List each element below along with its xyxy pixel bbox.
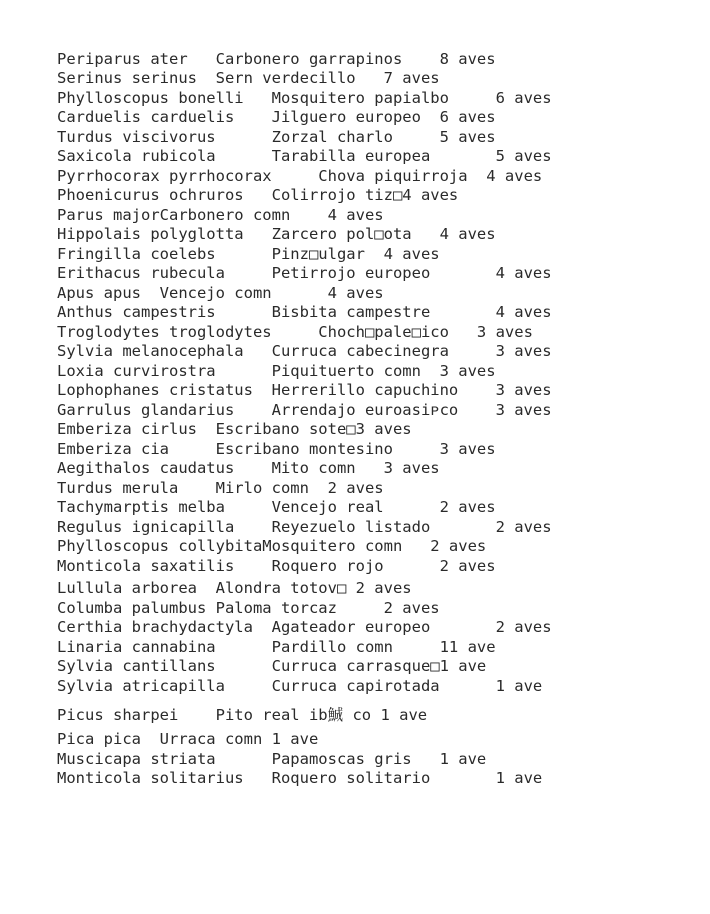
bird-entry: Hippolais polyglotta Zarcero pol□ota 4 aves xyxy=(57,225,496,243)
bird-entry: Erithacus rubecula Petirrojo europeo 4 aves xyxy=(57,264,552,282)
bird-entry: Certhia brachydactyla Agateador europeo 2 aves xyxy=(57,618,552,636)
bird-entry: Periparus ater Carbonero garrapinos 8 aves xyxy=(57,50,496,68)
bird-entry: Parus majorCarbonero comn 4 aves xyxy=(57,206,384,224)
bird-entry: Lophophanes cristatus Herrerillo capuchino 3 aves xyxy=(57,381,552,399)
bird-entry: Phoenicurus ochruros Colirrojo tiz□4 aves xyxy=(57,186,459,204)
bird-entry: Pyrrhocorax pyrrhocorax Chova piquirroja 4 aves xyxy=(57,167,543,185)
bird-entry: Sylvia cantillans Curruca carrasque□1 ave xyxy=(57,657,487,675)
bird-entry: Monticola solitarius Roquero solitario 1 ave xyxy=(57,769,543,787)
bird-entry: Columba palumbus Paloma torcaz 2 aves xyxy=(57,599,440,617)
bird-entry: Emberiza cia Escribano montesino 3 aves xyxy=(57,440,496,458)
bird-entry: Muscicapa striata Papamoscas gris 1 ave xyxy=(57,750,487,768)
bird-entry: Emberiza cirlus Escribano sote□3 aves xyxy=(57,420,412,438)
bird-entry: Pica pica Urraca comn 1 ave xyxy=(57,730,319,748)
bird-entry: Phylloscopus collybitaMosquitero comn 2 aves xyxy=(57,537,487,555)
bird-entry: Loxia curvirostra Piquituerto comn 3 aves xyxy=(57,362,496,380)
bird-entry: Garrulus glandarius Arrendajo euroasiᴘco 3 aves xyxy=(57,401,552,419)
bird-entry: Lullula arborea Alondra totov□ 2 aves xyxy=(57,579,412,597)
bird-entry: Regulus ignicapilla Reyezuelo listado 2 aves xyxy=(57,518,552,536)
bird-entry: Sylvia atricapilla Curruca capirotada 1 ave xyxy=(57,677,543,695)
bird-entry: Linaria cannabina Pardillo comn 11 ave xyxy=(57,638,496,656)
bird-entry: Troglodytes troglodytes Choch□pale□ico 3 aves xyxy=(57,323,533,341)
bird-entry: Apus apus Vencejo comn 4 aves xyxy=(57,284,384,302)
bird-entry: Aegithalos caudatus Mito comn 3 aves xyxy=(57,459,440,477)
bird-entry: Anthus campestris Bisbita campestre 4 aves xyxy=(57,303,552,321)
bird-entry: Picus sharpei Pito real ib鯎 co 1 ave xyxy=(57,706,428,724)
bird-entry: Sylvia melanocephala Curruca cabecinegra 3 aves xyxy=(57,342,552,360)
bird-entry: Tachymarptis melba Vencejo real 2 aves xyxy=(57,498,496,516)
bird-entry: Carduelis carduelis Jilguero europeo 6 aves xyxy=(57,108,496,126)
bird-entry: Phylloscopus bonelli Mosquitero papialbo 6 aves xyxy=(57,89,552,107)
bird-entry: Fringilla coelebs Pinz□ulgar 4 aves xyxy=(57,245,440,263)
bird-entry: Serinus serinus Sern verdecillo 7 aves xyxy=(57,69,440,87)
bird-entry: Saxicola rubicola Tarabilla europea 5 aves xyxy=(57,147,552,165)
bird-entry: Turdus merula Mirlo comn 2 aves xyxy=(57,479,384,497)
bird-entry: Turdus viscivorus Zorzal charlo 5 aves xyxy=(57,128,496,146)
bird-entry: Monticola saxatilis Roquero rojo 2 aves xyxy=(57,557,496,575)
